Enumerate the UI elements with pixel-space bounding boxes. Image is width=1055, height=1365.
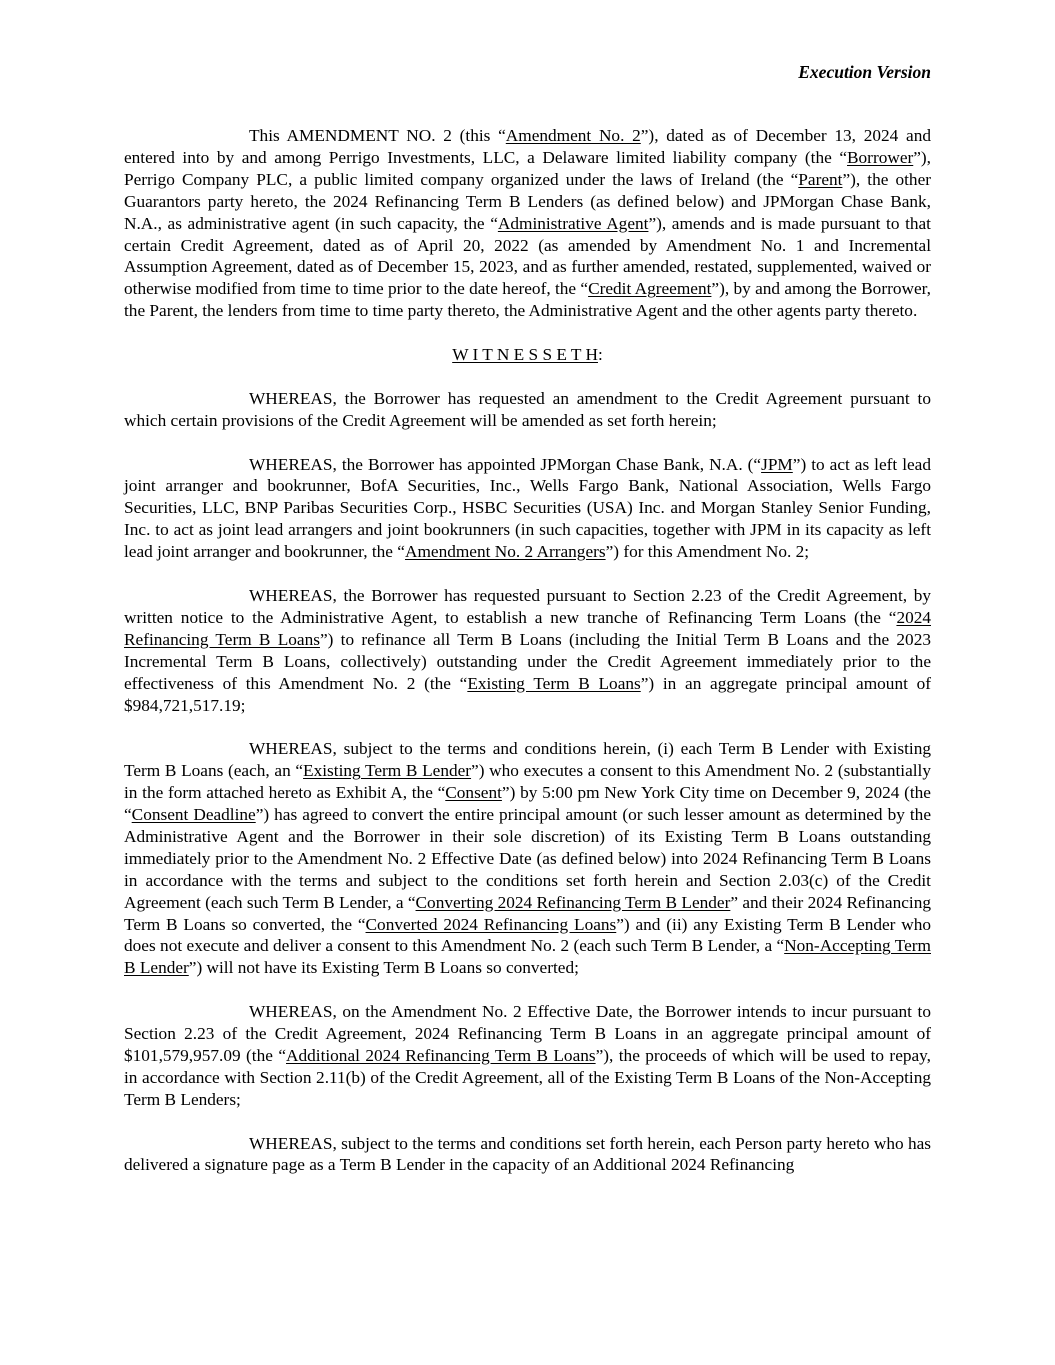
text-segment: ”) for this Amendment No. 2;	[605, 542, 810, 562]
text-segment: ”) to refinance all Term B Loans (including the Initial Term B Loans and the 2023 Incremental Term B Loans, collectively) outstanding under the Credit Agreement immediately prior to the effectiveness of this Amendment No. 2 (the “	[124, 629, 931, 693]
text-segment: ”) has agreed to convert the entire principal amount (or such lesser amount as determined by the Administrative Agent and the Borrower in their sole discretion) of its Existing Term B Loans outstanding immediately prior to the Amendment No. 2 Effective Date (as defined below) into 2024 Refinancing Term B Loans in accordance with the terms and subject to the conditions set forth herein and Section 2.03(c) of the Credit Agreement (each such Term B Lender, a “	[124, 805, 931, 912]
defined-term: Credit Agreement	[588, 279, 712, 299]
paragraph-gap	[124, 1111, 931, 1133]
defined-term: Converting 2024 Refinancing Term B Lender	[415, 892, 731, 912]
defined-term: Borrower	[847, 147, 914, 167]
text-segment: This AMENDMENT NO. 2 (this “	[249, 126, 506, 145]
text-segment: ”), the other Guarantors party hereto, the 2024 Refinancing Term B Lenders (as defined below) and JPMorgan Chase Bank, N.A., as administrative agent (in such capacity, the “	[124, 169, 931, 233]
paragraph-gap	[124, 563, 931, 585]
paragraph-gap	[124, 322, 931, 344]
whereas-paragraph-2	[124, 454, 931, 564]
text-segment: WHEREAS, the Borrower has appointed JPMorgan Chase Bank, N.A. (“	[249, 454, 762, 474]
defined-term: JPM	[761, 454, 793, 474]
defined-term: Administrative Agent	[497, 213, 649, 233]
defined-term: Existing Term B Lender	[303, 761, 472, 781]
text-segment: ”), the proceeds of which will be used to repay, in accordance with Section 2.11(b) of the Credit Agreement, all of the Existing Term B Loans of the Non-Accepting Term B Lenders;	[124, 1045, 932, 1109]
paragraph-gap	[124, 716, 931, 738]
execution-version-label: Execution Version	[798, 62, 931, 82]
defined-term: Existing Term B Loans	[467, 673, 641, 693]
text-segment: ”) and (ii) any Existing Term B Lender who does not execute and deliver a consent to this Amendment No. 2 (each such Term B Lender, a “	[124, 914, 932, 956]
text-segment: ” and their 2024 Refinancing Term B Loans so converted, the “	[124, 892, 931, 934]
intro-paragraph	[124, 125, 931, 322]
witnesseth-colon: :	[597, 345, 603, 365]
paragraph-gap	[124, 432, 931, 454]
defined-term: Non-Accepting Term B Lender	[124, 936, 931, 978]
whereas-paragraph-5	[124, 1001, 931, 1111]
whereas-paragraph-4	[124, 738, 931, 979]
text-segment: ”) in an aggregate principal amount of $984,721,517.19;	[124, 673, 931, 715]
document-body	[124, 125, 931, 1176]
whereas-paragraph-3	[124, 585, 931, 716]
defined-term: Additional 2024 Refinancing Term B Loans	[286, 1045, 596, 1065]
text-segment: ”), amends and is made pursuant to that certain Credit Agreement, dated as of April 20, 2022 (as amended by Amendment No. 1 and Incremental Assumption Agreement, dated as of December 15, 2023, and as further amended, restated, supplemented, waived or otherwise modified from time to time prior to the date hereof, the “	[124, 213, 931, 299]
text-segment: ”), Perrigo Company PLC, a public limited company organized under the laws of Ireland (the “	[124, 147, 931, 189]
defined-term: Consent Deadline	[131, 805, 256, 825]
defined-term: Converted 2024 Refinancing Loans	[365, 914, 617, 934]
text-segment: ”) who executes a consent to this Amendment No. 2 (substantially in the form attached hereto as Exhibit A, the “	[124, 761, 931, 803]
text-segment: ”) will not have its Existing Term B Loans so converted;	[188, 958, 579, 978]
text-segment: ”), dated as of December 13, 2024 and entered into by and among Perrigo Investments, LLC, a Delaware limited liability company (the “	[124, 126, 931, 167]
defined-term: Consent	[445, 783, 502, 803]
text-segment: ”) to act as left lead joint arranger and bookrunner, BofA Securities, Inc., Wells Fargo Bank, National Association, Wells Fargo Securities, LLC, BNP Paribas Securities Corp., HSBC Securities (USA) Inc. and Morgan Stanley Senior Funding, Inc. to act as joint lead arrangers and joint bookrunners (in such capacities, together with JPM in its capacity as left lead joint arranger and bookrunner, the “	[124, 454, 931, 562]
text-segment: ”), by and among the Borrower, the Parent, the lenders from time to time party thereto, the Administrative Agent and the other agents party thereto.	[124, 279, 932, 321]
text-segment: WHEREAS, the Borrower has requested pursuant to Section 2.23 of the Credit Agreement, by written notice to the Administrative Agent, to establish a new tranche of Refinancing Term Loans (the “	[124, 585, 931, 627]
defined-term: Parent	[798, 169, 843, 189]
paragraph-gap	[124, 979, 931, 1001]
whereas-paragraph-1: WHEREAS, the Borrower has requested an amendment to the Credit Agreement pursuant to which certain provisions of the Credit Agreement will be amended as set forth herein;	[124, 388, 931, 430]
text-segment: WHEREAS, on the Amendment No. 2 Effective Date, the Borrower intends to incur pursuant to Section 2.23 of the Credit Agreement, 2024 Refinancing Term B Loans in an aggregate principal amount of $101,579,957.09 (the “	[124, 1002, 931, 1065]
defined-term: Amendment No. 2	[505, 126, 641, 145]
text-segment: ”) by 5:00 pm New York City time on December 9, 2024 (the “	[124, 783, 931, 825]
defined-term: 2024 Refinancing Term B Loans	[124, 607, 931, 649]
whereas-paragraph-6: WHEREAS, subject to the terms and conditions set forth herein, each Person party hereto who has delivered a signature page as a Term B Lender in the capacity of an Additional 2024 Refinancing	[124, 1133, 931, 1175]
witnesseth-heading	[124, 344, 931, 366]
text-segment: WHEREAS, subject to the terms and conditions herein, (i) each Term B Lender with Existing Term B Loans (each, an “	[124, 739, 931, 781]
paragraph-gap	[124, 366, 931, 388]
witnesseth-letters: W I T N E S S E T H	[452, 345, 598, 365]
defined-term: Amendment No. 2 Arrangers	[404, 542, 606, 562]
